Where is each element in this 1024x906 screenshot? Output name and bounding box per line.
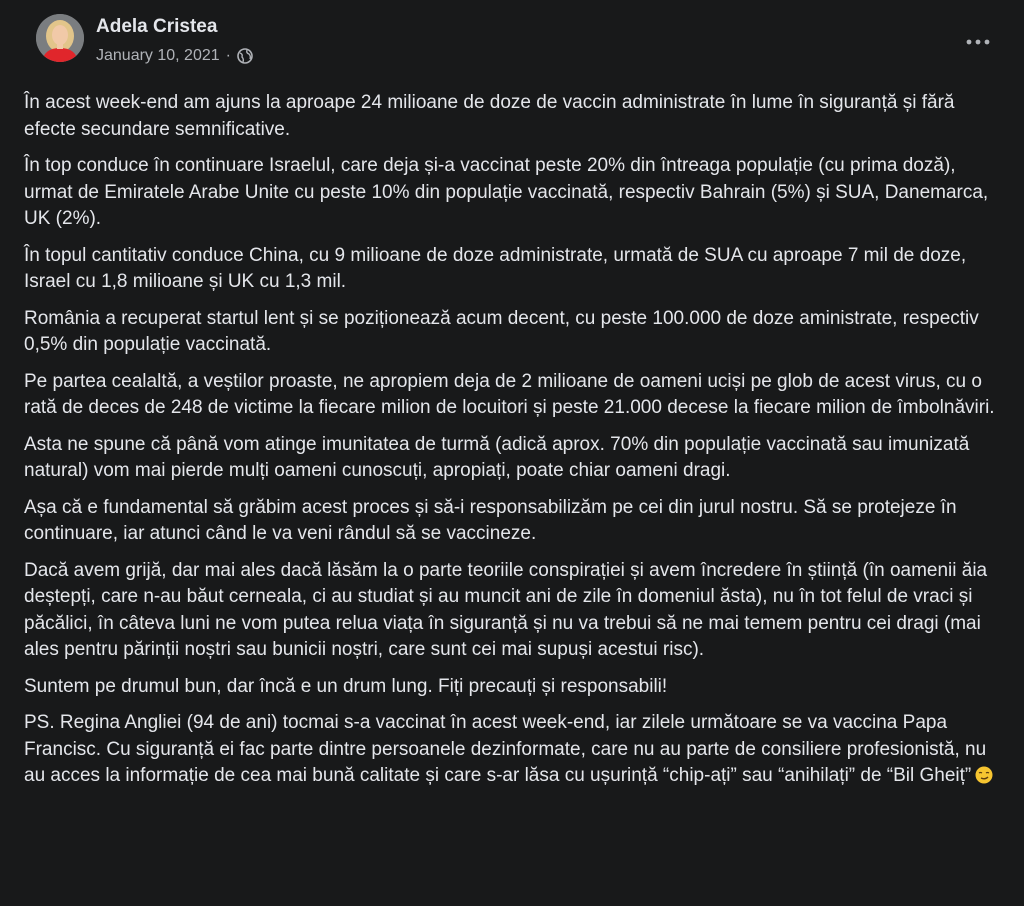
post-date[interactable]: January 10, 2021 [96,47,220,64]
more-options-icon [966,39,990,45]
post-paragraph: Suntem pe drumul bun, dar încă e un drum lung. Fiți precauți și responsabili! [24,675,668,697]
avatar[interactable] [36,14,84,62]
post-paragraph: Dacă avem grijă, dar mai ales dacă lăsăm la o parte teoriile conspirației și avem încredere în știință (în oamenii ăia deștepți, care n-au băut cerneala, ci au studiat și au muncit ani de zile în domeniul ăsta), nu în tot felul de vraci și păcălici, în câteva luni ne vom putea relua viața în siguranță și nu va trebui să ne mai temem pentru cei dragi (mai ales pentru părinții noștri sau bunicii noștri, care sunt cei mai supuși acestui risc). [24,559,988,660]
smirk-emoji-icon [975,766,993,784]
more-options-button[interactable] [960,24,996,60]
post-paragraph: Pe partea cealaltă, a veștilor proaste, ne apropiem deja de 2 milioane de oameni uciși pe glob de acest virus, cu o rată de deces de 248 de victime la fiecare milion de locuitori și peste 21.000 decese la fiecare milion de îmbolnăviri. [24,370,995,418]
meta-separator: · [225,47,231,64]
globe-icon[interactable] [237,48,253,64]
post-paragraph: În topul cantitativ conduce China, cu 9 milioane de doze administrate, urmată de SUA cu aproape 7 mil de doze, Israel cu 1,8 milioane și UK cu 1,3 mil. [24,244,967,292]
post-paragraph-ps-text: PS. Regina Angliei (94 de ani) tocmai s-a vaccinat în acest week-end, iar zilele următoare se va vaccina Papa Francisc. Cu siguranță ei fac parte dintre persoanele dezinformate, care nu au parte de consiliere profesionistă, nu au acces la informație de cea mai bună calitate și care s-ar lăsa cu ușurință “chip-ați” sau “anihilați” de “Bil Gheiț” [24,712,987,786]
post-paragraph: În acest week-end am ajuns la aproape 24 milioane de doze de vaccin administrate în lume în siguranță și fără efecte secundare semnificative. [24,92,955,140]
post-paragraph-ps [24,710,1000,790]
post-paragraph: Asta ne spune că până vom atinge imunitatea de turmă (adică aprox. 70% din populație vaccinată sau imunizată natural) vom mai pierde mulți oameni cunoscuți, apropiați, poate chiar oameni dragi. [24,433,970,481]
post-body [24,90,1000,800]
post-paragraph: În top conduce în continuare Israelul, care deja și-a vaccinat peste 20% din întreaga populație (cu prima doză), urmat de Emiratele Arabe Unite cu peste 10% din populație vaccinată, respectiv Bahrain (5%) și SUA, Danemarca, UK (2%). [24,155,989,229]
author-name[interactable]: Adela Cristea [96,16,218,37]
post-paragraph: Așa că e fundamental să grăbim acest proces și să-i responsabilizăm pe cei din jurul nostru. Să se protejeze în continuare, iar atunci când le va veni rândul să se vaccineze. [24,496,957,544]
post-header [36,14,996,76]
post-meta [96,47,253,65]
post-paragraph: România a recuperat startul lent și se poziționează acum decent, cu peste 100.000 de doze aministrate, respectiv 0,5% din populație vaccinată. [24,307,979,355]
avatar-image [36,14,84,62]
